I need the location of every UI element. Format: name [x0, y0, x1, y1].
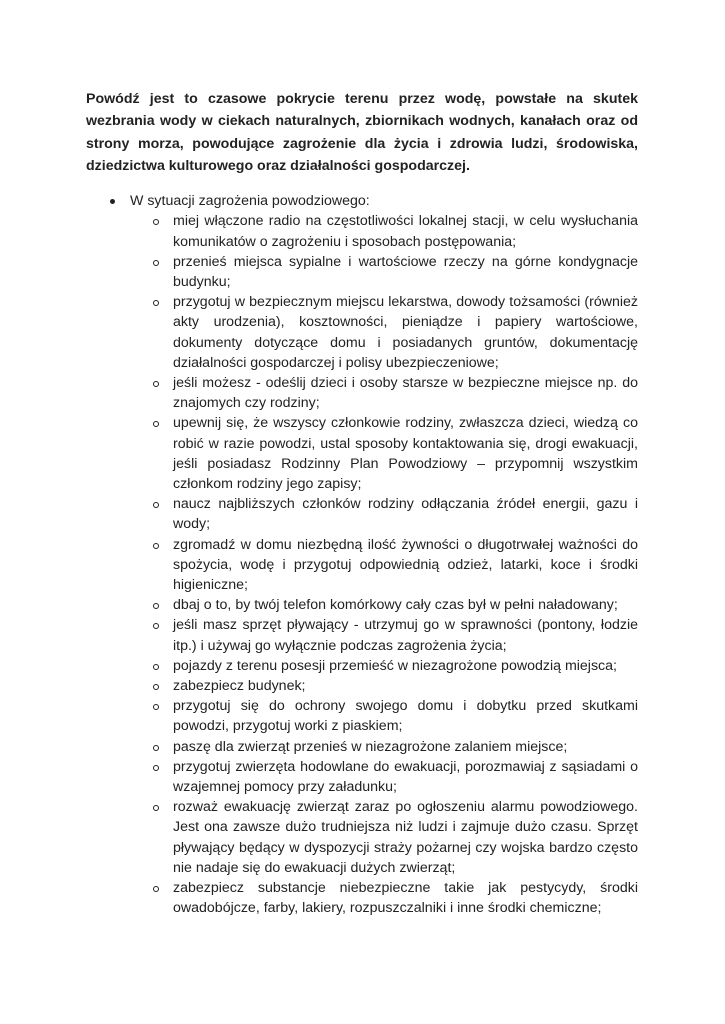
list-item-text: upewnij się, że wszyscy członkowie rodziny, zwłaszcza dzieci, wiedzą co robić w razie powodzi, ustal sposoby kontaktowania się, drogi ewakuacji, jeśli posiadasz Rodzinny Plan Powodziowy – przypomnij wszystkim członkom rodziny jego zapisy;	[173, 415, 638, 493]
circle-bullet-icon	[153, 381, 159, 387]
list-item-text: zgromadź w domu niezbędną ilość żywności o długotrwałej ważności do spożycia, wodę i przygotuj odpowiednią odzież, latarki, koce i środki higieniczne;	[173, 536, 638, 594]
list-item-text: zabezpiecz substancje niebezpieczne takie jak pestycydy, środki owadobójcze, farby, lakiery, rozpuszczalniki i inne środki chemiczne;	[173, 880, 638, 917]
bullet-icon	[110, 199, 115, 204]
list-item	[130, 292, 638, 373]
circle-bullet-icon	[153, 603, 159, 609]
list-item-text: przenieś miejsca sypialne i wartościowe rzeczy na górne kondygnacje budynku;	[173, 253, 638, 290]
list-item	[130, 535, 638, 596]
circle-bullet-icon	[153, 300, 159, 306]
list-item-text: przygotuj się do ochrony swojego domu i dobytku przed skutkami powodzi, przygotuj worki z piaskiem;	[173, 698, 638, 735]
circle-bullet-icon	[153, 502, 159, 508]
list-item	[130, 373, 638, 413]
circle-bullet-icon	[153, 704, 159, 710]
circle-bullet-icon	[153, 886, 159, 892]
section-heading: W sytuacji zagrożenia powodziowego:	[130, 193, 370, 210]
list-item	[130, 252, 638, 292]
list-item	[130, 797, 638, 878]
list-item	[130, 595, 638, 615]
main-list-item	[86, 191, 638, 918]
list-item-text: rozważ ewakuację zwierząt zaraz po ogłoszeniu alarmu powodziowego. Jest ona zawsze dużo trudniejsza niż ludzi i zajmuje dużo czasu. Sprzęt pływający będący w dyspozycji straży pożarnej czy wojska bardzo często nie nadaje się do ewakuacji dużych zwierząt;	[173, 799, 638, 876]
list-item-text: zabezpiecz budynek;	[173, 678, 306, 695]
list-item	[130, 615, 638, 655]
circle-bullet-icon	[153, 745, 159, 751]
document-page	[86, 88, 638, 919]
sub-list	[130, 211, 638, 918]
list-item-text: przygotuj zwierzęta hodowlane do ewakuacji, porozmawiaj z sąsiadami o wzajemnej pomocy przy załadunku;	[173, 758, 638, 796]
list-item	[130, 211, 638, 251]
circle-bullet-icon	[153, 805, 159, 811]
list-item	[130, 737, 638, 757]
circle-bullet-icon	[153, 219, 159, 225]
list-item	[130, 696, 638, 736]
list-item	[130, 494, 638, 534]
list-item-text: miej włączone radio na częstotliwości lokalnej stacji, w celu wysłuchania komunikatów o zagrożeniu i sposobach postępowania;	[173, 213, 638, 250]
list-item	[130, 676, 638, 696]
list-item-text: dbaj o to, by twój telefon komórkowy cały czas był w pełni naładowany;	[173, 597, 618, 614]
circle-bullet-icon	[153, 684, 159, 690]
main-list	[86, 191, 638, 918]
list-item-text: przygotuj w bezpiecznym miejscu lekarstwa, dowody tożsamości (również akty urodzenia), kosztowności, pieniądze i papiery wartościowe, dokumenty dotyczące domu i posiadanych gruntów, dokumentację działalności gospodarczej i polisy ubezpieczeniowe;	[173, 294, 638, 371]
list-item	[130, 656, 638, 676]
circle-bullet-icon	[153, 765, 159, 771]
intro-paragraph: Powódź jest to czasowe pokrycie terenu przez wodę, powstałe na skutek wezbrania wody w ciekach naturalnych, zbiornikach wodnych, kanałach oraz od strony morza, powodujące zagrożenie dla życia i zdrowia ludzi, środowiska, dziedzictwa kulturowego oraz działalności gospodarczej.	[86, 91, 638, 174]
list-item	[130, 413, 638, 494]
circle-bullet-icon	[153, 260, 159, 266]
list-item-text: jeśli masz sprzęt pływający - utrzymuj go w sprawności (pontony, łodzie itp.) i używaj go wyłącznie podczas zagrożenia życia;	[173, 617, 638, 654]
list-item-text: pojazdy z terenu posesji przemieść w niezagrożone powodzią miejsca;	[173, 657, 617, 674]
list-item-text: jeśli możesz - odeślij dzieci i osoby starsze w bezpieczne miejsce np. do znajomych czy rodziny;	[173, 375, 638, 412]
circle-bullet-icon	[153, 623, 159, 629]
list-item	[130, 757, 638, 797]
circle-bullet-icon	[153, 543, 159, 549]
list-item-text: naucz najbliższych członków rodziny odłączania źródeł energii, gazu i wody;	[173, 496, 638, 533]
circle-bullet-icon	[153, 664, 159, 670]
list-item-text: paszę dla zwierząt przenieś w niezagrożone zalaniem miejsce;	[173, 738, 568, 755]
list-item	[130, 878, 638, 918]
circle-bullet-icon	[153, 421, 159, 427]
